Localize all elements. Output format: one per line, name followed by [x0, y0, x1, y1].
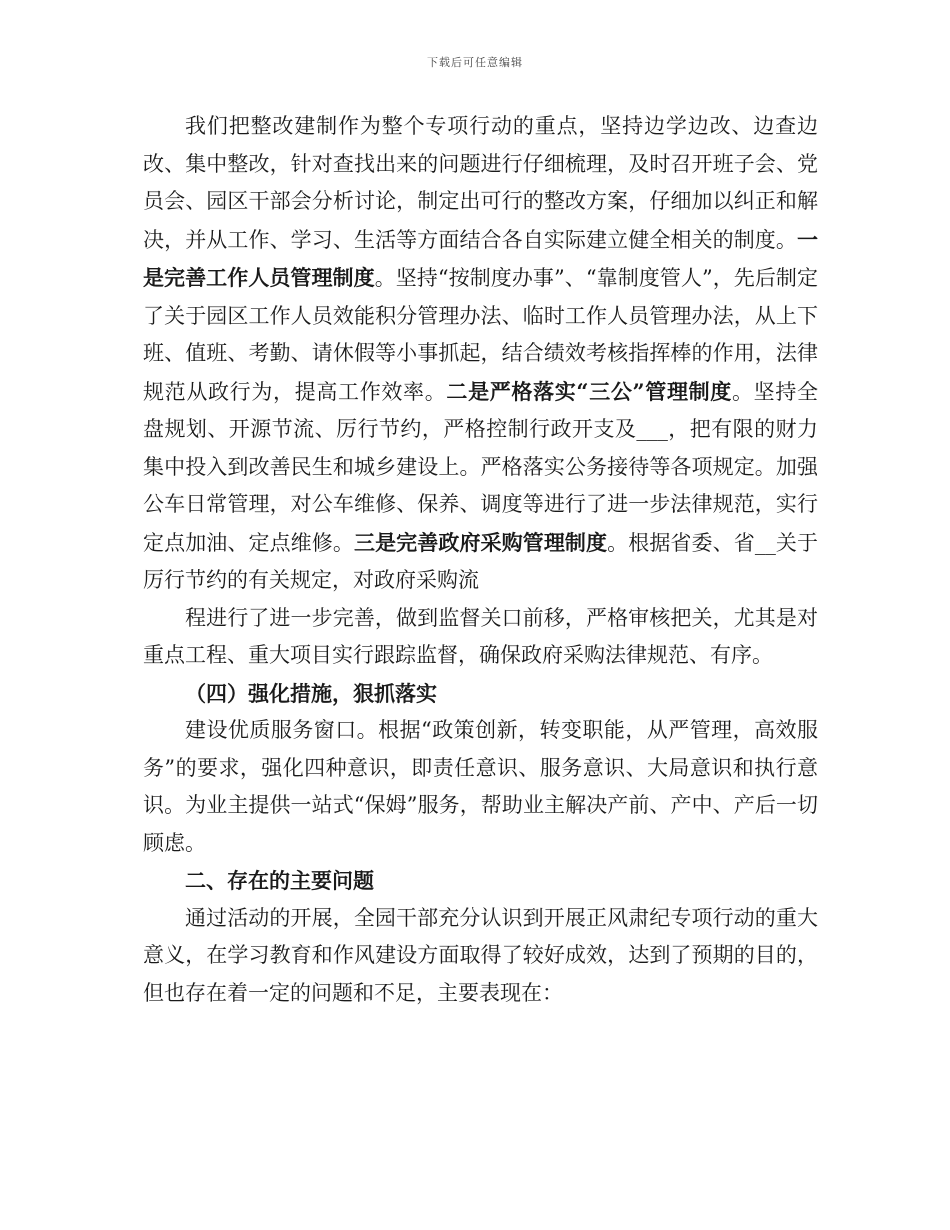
bold-point-two: 二是严格落实“三公”管理制度 [446, 378, 732, 404]
section-heading-measures: （四）强化措施，狠抓落实 [185, 680, 437, 706]
paragraph-service-window: 建设优质服务窗口。根据“政策创新，转变职能，从严管理，高效服务”的要求，强化四种意识，即责任意识、服务意识、大局意识和执行意识。为业主提供一站式“保姆”服务，帮助业主解决产前、产中、产后一切顾虑。 [143, 718, 818, 855]
document-body [143, 108, 818, 1012]
paragraph-text: 。坚持“按制度办事”、“靠制度管人”，先后制定了关于园区工作人员效能积分管理办法、临时工作人员管理办法，从上下班、值班、考勤、请休假等小事抓起，结合绩效考核指挥棒的作用，法律规范从政行为，提高工作效率。 [143, 266, 818, 404]
paragraph-problems-intro: 通过活动的开展，全园干部充分认识到开展正风肃纪专项行动的重大意义，在学习教育和作风建设方面取得了较好成效，达到了预期的目的，但也存在着一定的问题和不足，主要表现在： [143, 905, 818, 1005]
paragraph-text: 。根据省委、省__关于厉行节约的有关规定，对政府采购流 [143, 530, 819, 592]
section-heading-problems: 二、存在的主要问题 [185, 868, 374, 893]
page-header: 下载后可任意编辑 [427, 56, 523, 69]
paragraph-rectification [143, 108, 818, 600]
bold-point-one: 一是完善工作人员管理制度 [143, 226, 818, 290]
paragraph-text: 。坚持全盘规划、开源节流、厉行节约，严格控制行政开支及___，把有限的财力集中投入到改善民生和城乡建设上。严格落实公务接待等各项规定。加强公车日常管理，对公车维修、保养、调度等进行了进一步法律规范，实行定点加油、定点维修。 [143, 379, 818, 555]
bold-point-three: 三是完善政府采购管理制度 [353, 529, 608, 555]
paragraph-procurement: 程进行了进一步完善，做到监督关口前移，严格审核把关，尤其是对重点工程、重大项目实行跟踪监督，确保政府采购法律规范、有序。 [143, 605, 818, 667]
paragraph-text: 我们把整改建制作为整个专项行动的重点，坚持边学边改、边查边改、集中整改，针对查找出来的问题进行仔细梳理，及时召开班子会、党员会、园区干部会分析讨论，制定出可行的整改方案，仔细加以纠正和解决，并从工作、学习、生活等方面结合各自实际建立健全相关的制度。 [143, 114, 818, 252]
